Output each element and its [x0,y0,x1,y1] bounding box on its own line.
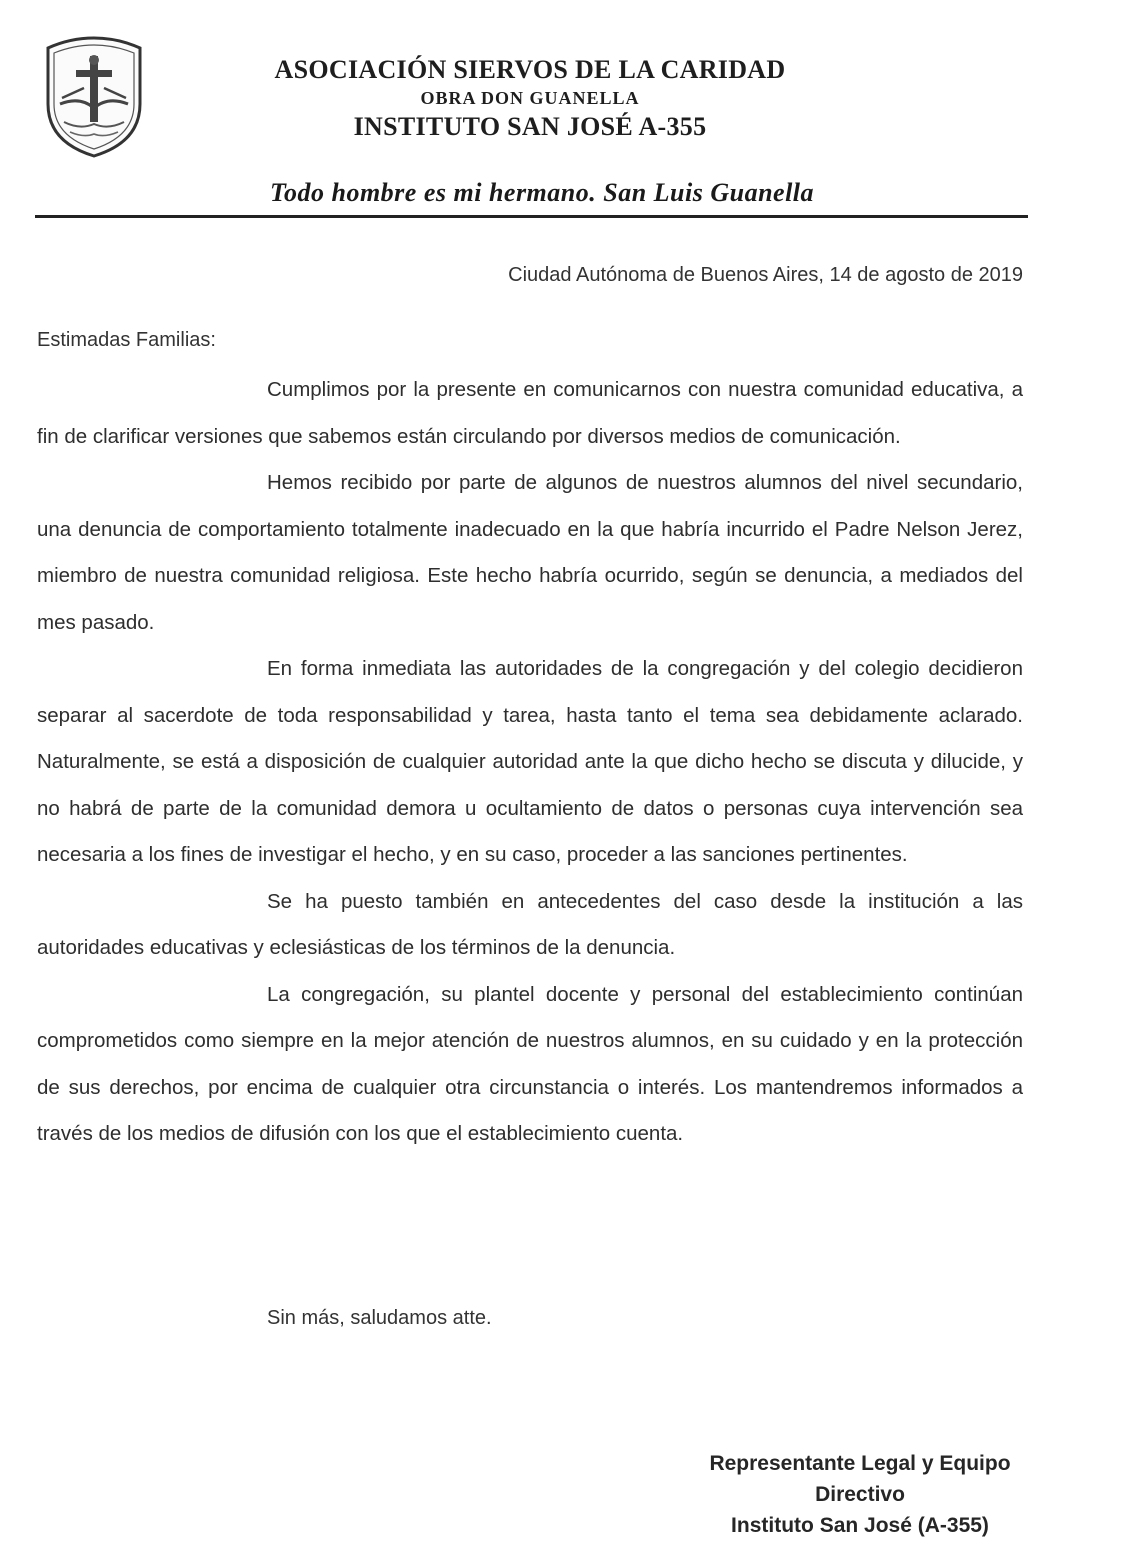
date-line: Ciudad Autónoma de Buenos Aires, 14 de agosto de 2019 [508,264,1023,286]
closing: Sin más, saludamos atte. [267,1307,492,1329]
shield-with-cross-icon [40,34,148,160]
header-divider [35,215,1028,218]
work-name: OBRA DON GUANELLA [420,88,640,108]
paragraph: En forma inmediata las autoridades de la congregación y del colegio decidieron separar al sacerdote de toda responsabilidad y tarea, hasta tanto el tema sea debidamente aclarado. Naturalmente, se está a disposición de cualquier autoridad ante la que dicho hecho se discuta y dilucide, y no habrá de parte de la comunidad demora u ocultamiento de datos o personas cuya intervención sea necesaria a los fines de investigar el hecho, y en su caso, proceder a las sanciones pertinentes. [37,657,1023,866]
signature-line-1: Representante Legal y Equipo [709,1452,1011,1475]
paragraph: Cumplimos por la presente en comunicarnos con nuestra comunidad educativa, a fin de clarificar versiones que sabemos están circulando por diversos medios de comunicación. [37,378,1023,448]
letter-body [37,367,1023,1158]
paragraph: La congregación, su plantel docente y personal del establecimiento continúan comprometidos como siempre en la mejor atención de nuestros alumnos, en su cuidado y en la protección de sus derechos, por encima de cualquier otra circunstancia o interés. Los mantendremos informados a través de los medios de difusión con los que el establecimiento cuenta. [37,982,1023,1145]
motto: Todo hombre es mi hermano. San Luis Guanella [270,178,815,207]
institute-name: INSTITUTO SAN JOSÉ A-355 [353,112,707,141]
greeting: Estimadas Familias: [37,329,216,351]
signature-block [680,1448,1040,1541]
signature-line-2: Directivo [815,1483,905,1506]
paragraph: Se ha puesto también en antecedentes del caso desde la institución a las autoridades educativas y eclesiásticas de los términos de la denuncia. [37,889,1023,959]
association-name: ASOCIACIÓN SIERVOS DE LA CARIDAD [274,55,786,84]
signature-line-3: Instituto San José (A-355) [731,1514,989,1537]
paragraph: Hemos recibido por parte de algunos de nuestros alumnos del nivel secundario, una denuncia de comportamiento totalmente inadecuado en la que habría incurrido el Padre Nelson Jerez, miembro de nuestra comunidad religiosa. Este hecho habría ocurrido, según se denuncia, a mediados del mes pasado. [37,471,1023,634]
